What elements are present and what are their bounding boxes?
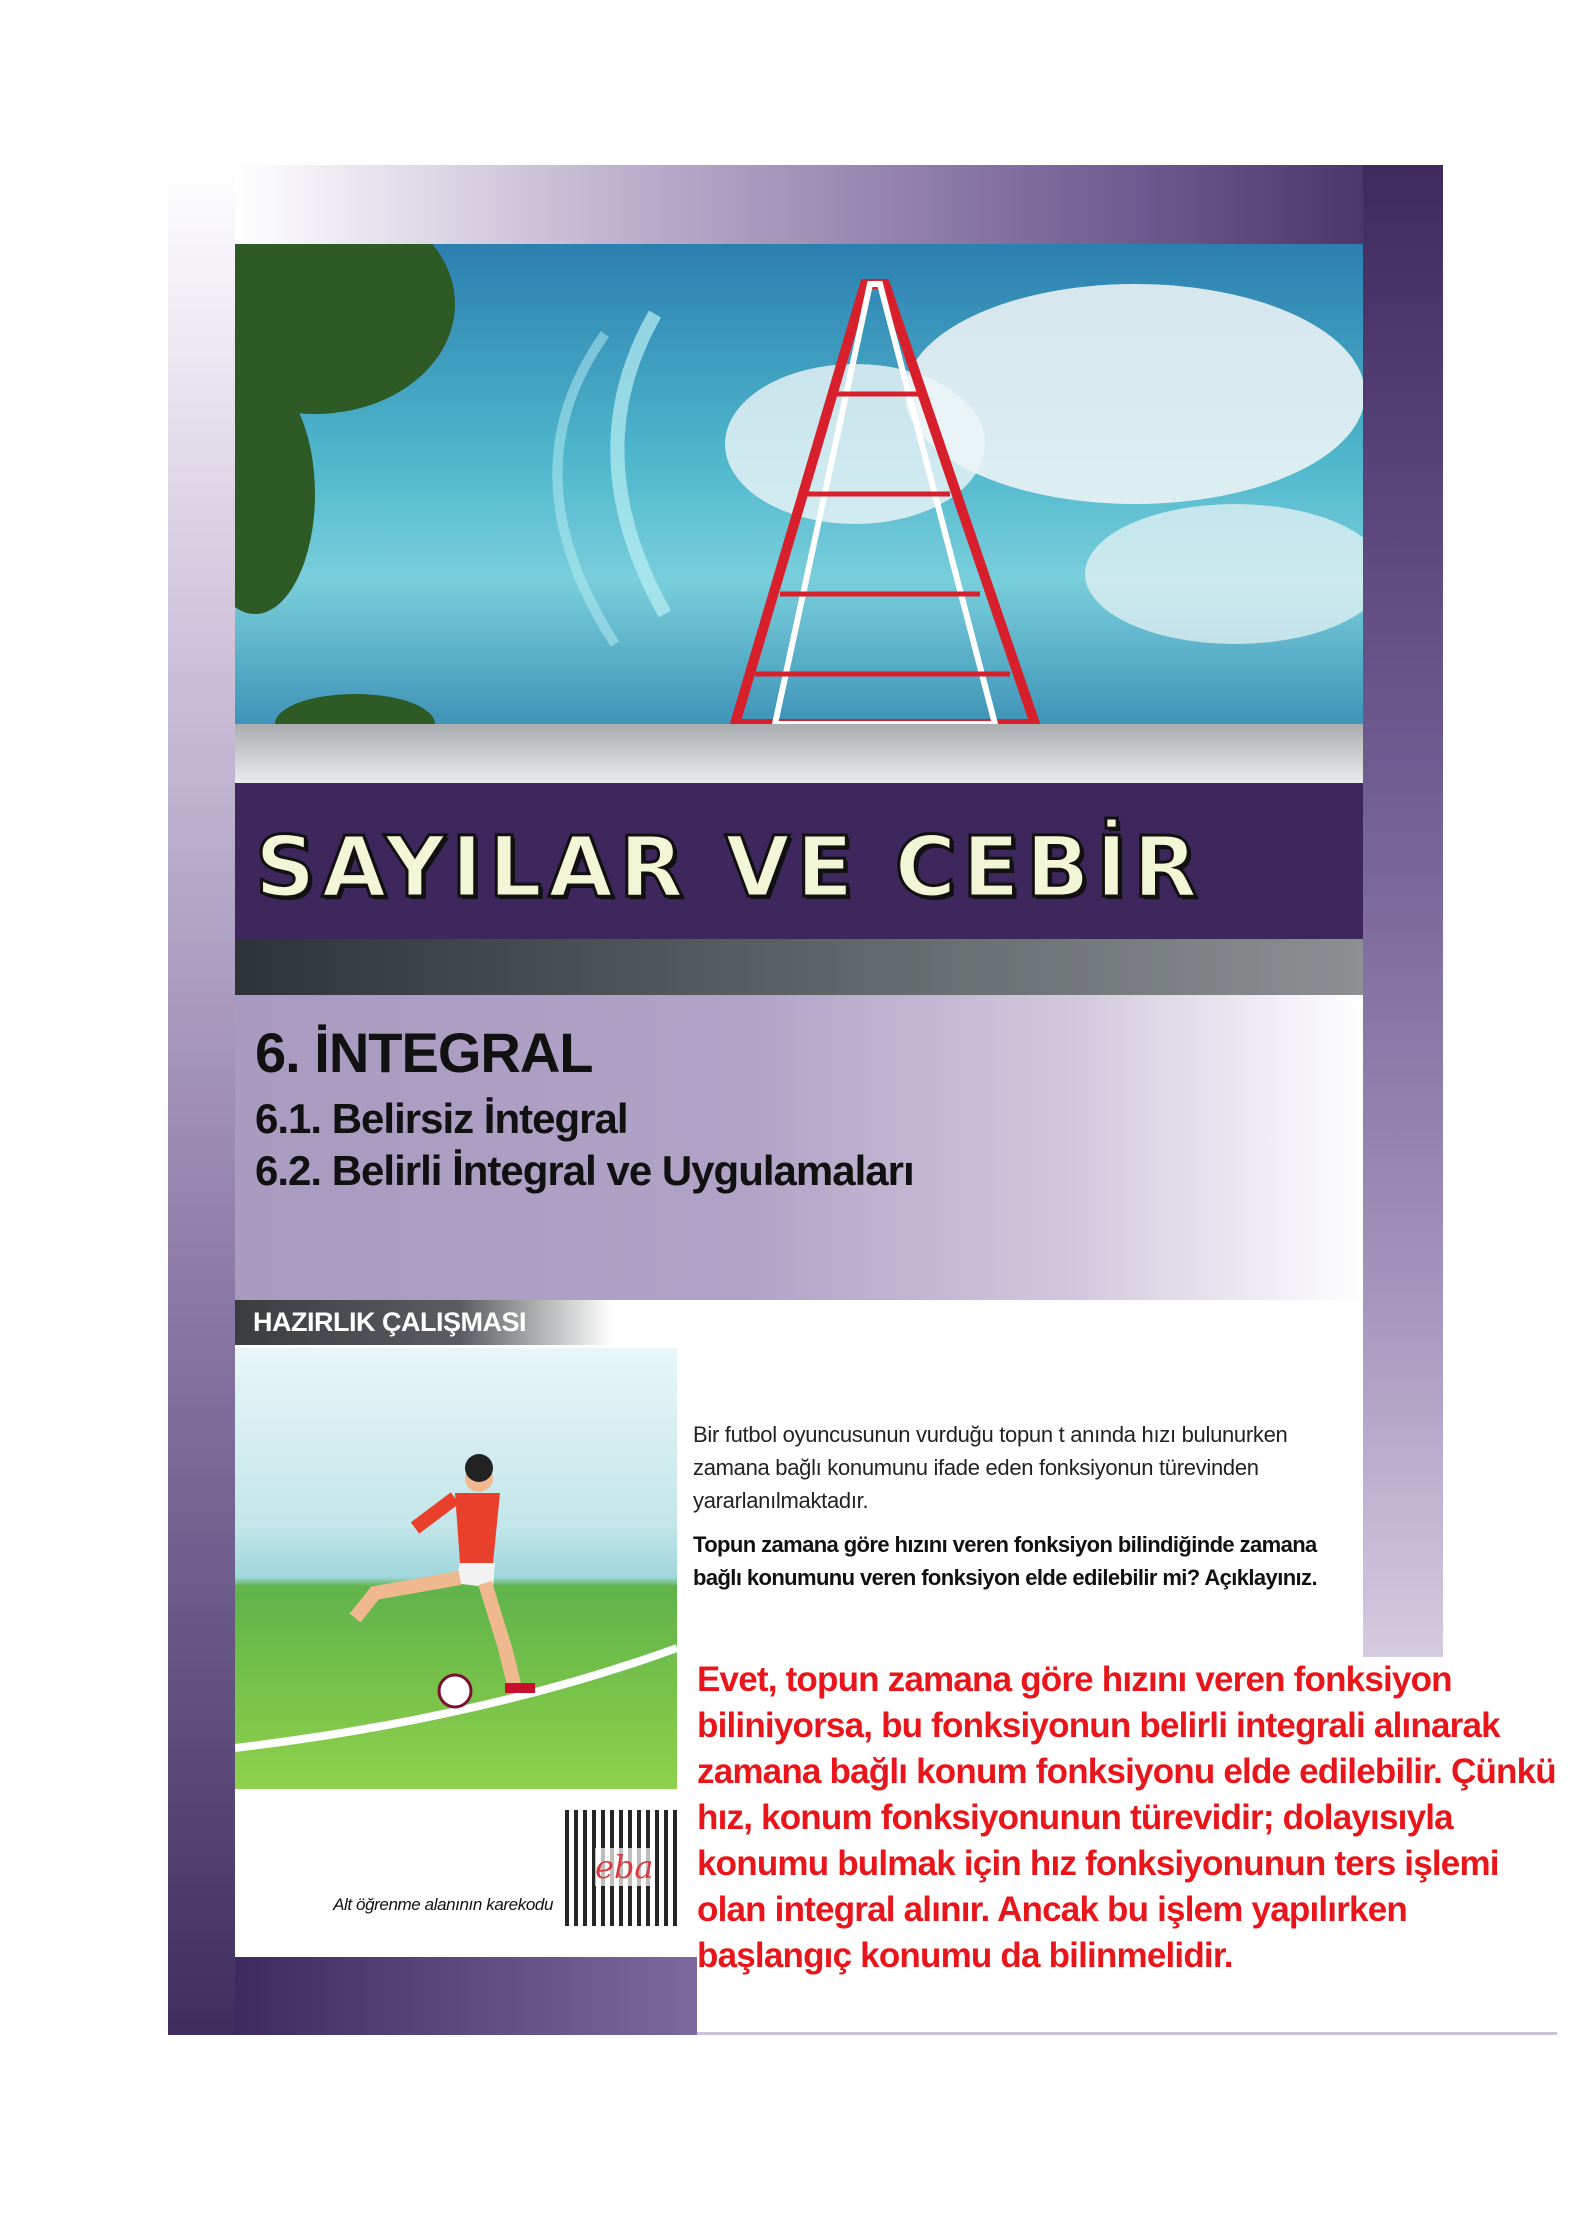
unit-title: 6. İNTEGRAL [255, 1021, 593, 1084]
qr-code[interactable] [565, 1810, 680, 1926]
qr-caption: Alt öğrenme alanının karekodu [333, 1895, 553, 1914]
title-band [235, 783, 1363, 939]
football-player-illustration [235, 1348, 677, 1789]
gray-divider-band [235, 724, 1363, 783]
eba-logo: eba [595, 1848, 654, 1886]
preparation-header [235, 1300, 612, 1345]
preparation-label: HAZIRLIK ÇALIŞMASI [253, 1307, 526, 1337]
unit-heading-section [235, 995, 1363, 1300]
football-player-image [235, 1348, 677, 1789]
bottom-purple-band [235, 1957, 697, 2035]
dark-divider-band [235, 939, 1363, 995]
tower-photo [235, 244, 1363, 724]
answer-text: Evet, topun zamana göre hızını veren fonksiyon biliniyorsa, bu fonksiyonun belirli integrali alınarak zamana bağlı konum fonksiyonu elde edilebilir. Çünkü hız, konum fonksiyonunun türevidir; dolayısıyla konumu bulmak için hız fonksiyonunun ters işlemi olan integral alınır. Ancak bu işlem yapılırken başlangıç konumu da bilinmelidir. [697, 1660, 1556, 1975]
subtopic-1: 6.1. Belirsiz İntegral [255, 1095, 628, 1142]
learning-area-title: SAYILAR VE CEBİR [255, 818, 1204, 916]
left-decorative-strip [168, 165, 235, 2035]
transmission-tower-illustration [235, 244, 1363, 724]
preparation-question: Topun zamana göre hızını veren fonksiyon bilindiğinde zamana bağlı konumunu veren fonksiyon elde edilebilir mi? Açıklayınız. [693, 1532, 1317, 1590]
top-gradient-band [235, 165, 1443, 244]
right-decorative-frame [1363, 165, 1443, 1657]
subtopic-2: 6.2. Belirli İntegral ve Uygulamaları [255, 1147, 914, 1194]
preparation-body-text: Bir futbol oyuncusunun vurduğu topun t anında hızı bulunurken zamana bağlı konumunu ifade eden fonksiyonun türevinden yararlanılmaktadır. [693, 1422, 1288, 1513]
